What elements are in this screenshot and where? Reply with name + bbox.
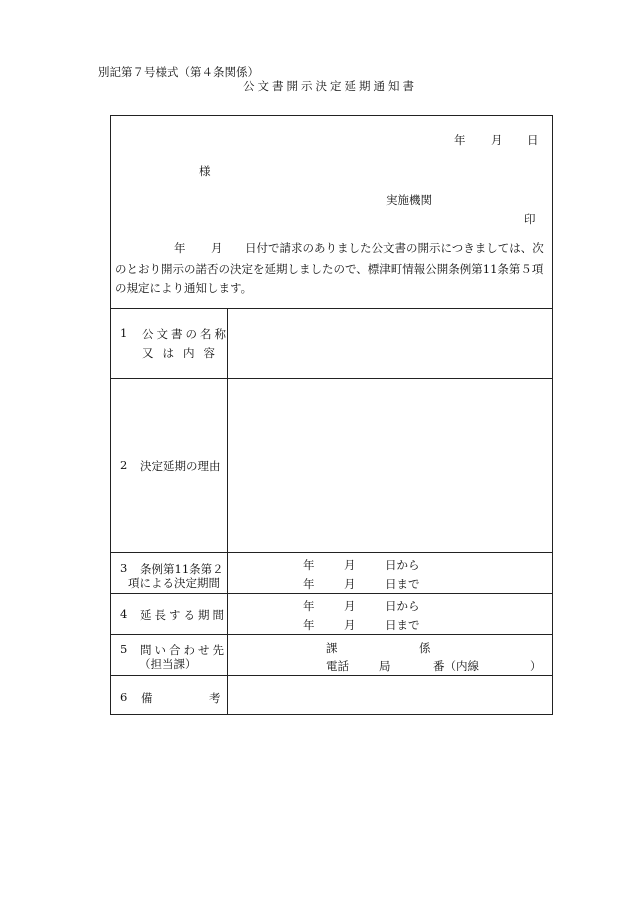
- column-divider: [227, 308, 228, 715]
- row-divider: [111, 552, 552, 553]
- row6-label-b: 考: [209, 691, 221, 705]
- row1-label-line2: 又は内容: [142, 346, 224, 360]
- row5-number: 5: [120, 642, 128, 656]
- row-divider: [111, 593, 552, 594]
- form-number: 別記第７号様式（第４条関係）: [98, 65, 259, 79]
- notice-form: [110, 115, 553, 715]
- row4-to-month: 月: [344, 618, 356, 632]
- row1-number: 1: [120, 326, 128, 340]
- row5-section: 課: [326, 641, 338, 655]
- row2-number: 2: [120, 458, 128, 472]
- row3-to-day: 日まで: [385, 577, 420, 591]
- agency-label: 実施機関: [386, 193, 432, 207]
- body-month: 月: [211, 241, 223, 255]
- addressee-suffix: 様: [199, 164, 211, 178]
- row5-exchange: 局: [379, 659, 391, 673]
- document-title: 公文書開示決定延期通知書: [243, 79, 417, 93]
- row4-from-day: 日から: [385, 599, 420, 613]
- date-month: 月: [491, 133, 503, 147]
- body-year: 年: [174, 241, 186, 255]
- row3-to-month: 月: [344, 577, 356, 591]
- row3-to-year: 年: [303, 577, 315, 591]
- row4-from-year: 年: [303, 599, 315, 613]
- date-year: 年: [454, 133, 466, 147]
- row4-to-day: 日まで: [385, 618, 420, 632]
- row6-number: 6: [120, 690, 128, 704]
- row5-extension: 番（内線: [433, 659, 479, 673]
- row3-label-line2: 項による決定期間: [128, 576, 220, 590]
- row5-label-line1: 問い合わせ先: [140, 643, 227, 657]
- row5-phone-label: 電話: [326, 659, 349, 673]
- body-text-line2: のとおり開示の諾否の決定を延期しましたので、標津町情報公開条例第11条第５項: [115, 262, 544, 276]
- row3-number: 3: [120, 561, 128, 575]
- row4-number: 4: [120, 607, 128, 621]
- row5-close-paren: ）: [530, 659, 542, 673]
- row4-from-month: 月: [344, 599, 356, 613]
- row4-label: 延長する期間: [140, 608, 227, 622]
- date-day: 日: [527, 133, 539, 147]
- row6-label-a: 備: [141, 691, 153, 705]
- seal-mark: 印: [524, 212, 536, 226]
- row5-clerk: 係: [419, 641, 431, 655]
- row-divider: [111, 378, 552, 379]
- row3-from-day: 日から: [385, 558, 420, 572]
- row-divider: [111, 308, 552, 309]
- row5-label-line2: （担当課）: [139, 657, 197, 671]
- row3-label-line1: 条例第11条第２: [140, 562, 224, 576]
- row3-from-month: 月: [344, 558, 356, 572]
- row4-to-year: 年: [303, 618, 315, 632]
- row-divider: [111, 675, 552, 676]
- body-text-line1: 日付で請求のありました公文書の開示につきましては、次: [245, 241, 544, 255]
- row3-from-year: 年: [303, 558, 315, 572]
- row-divider: [111, 634, 552, 635]
- body-text-line3: の規定により通知します。: [115, 281, 253, 295]
- row1-label-line1: 公文書の名称: [142, 327, 229, 341]
- row2-label: 決定延期の理由: [140, 459, 221, 473]
